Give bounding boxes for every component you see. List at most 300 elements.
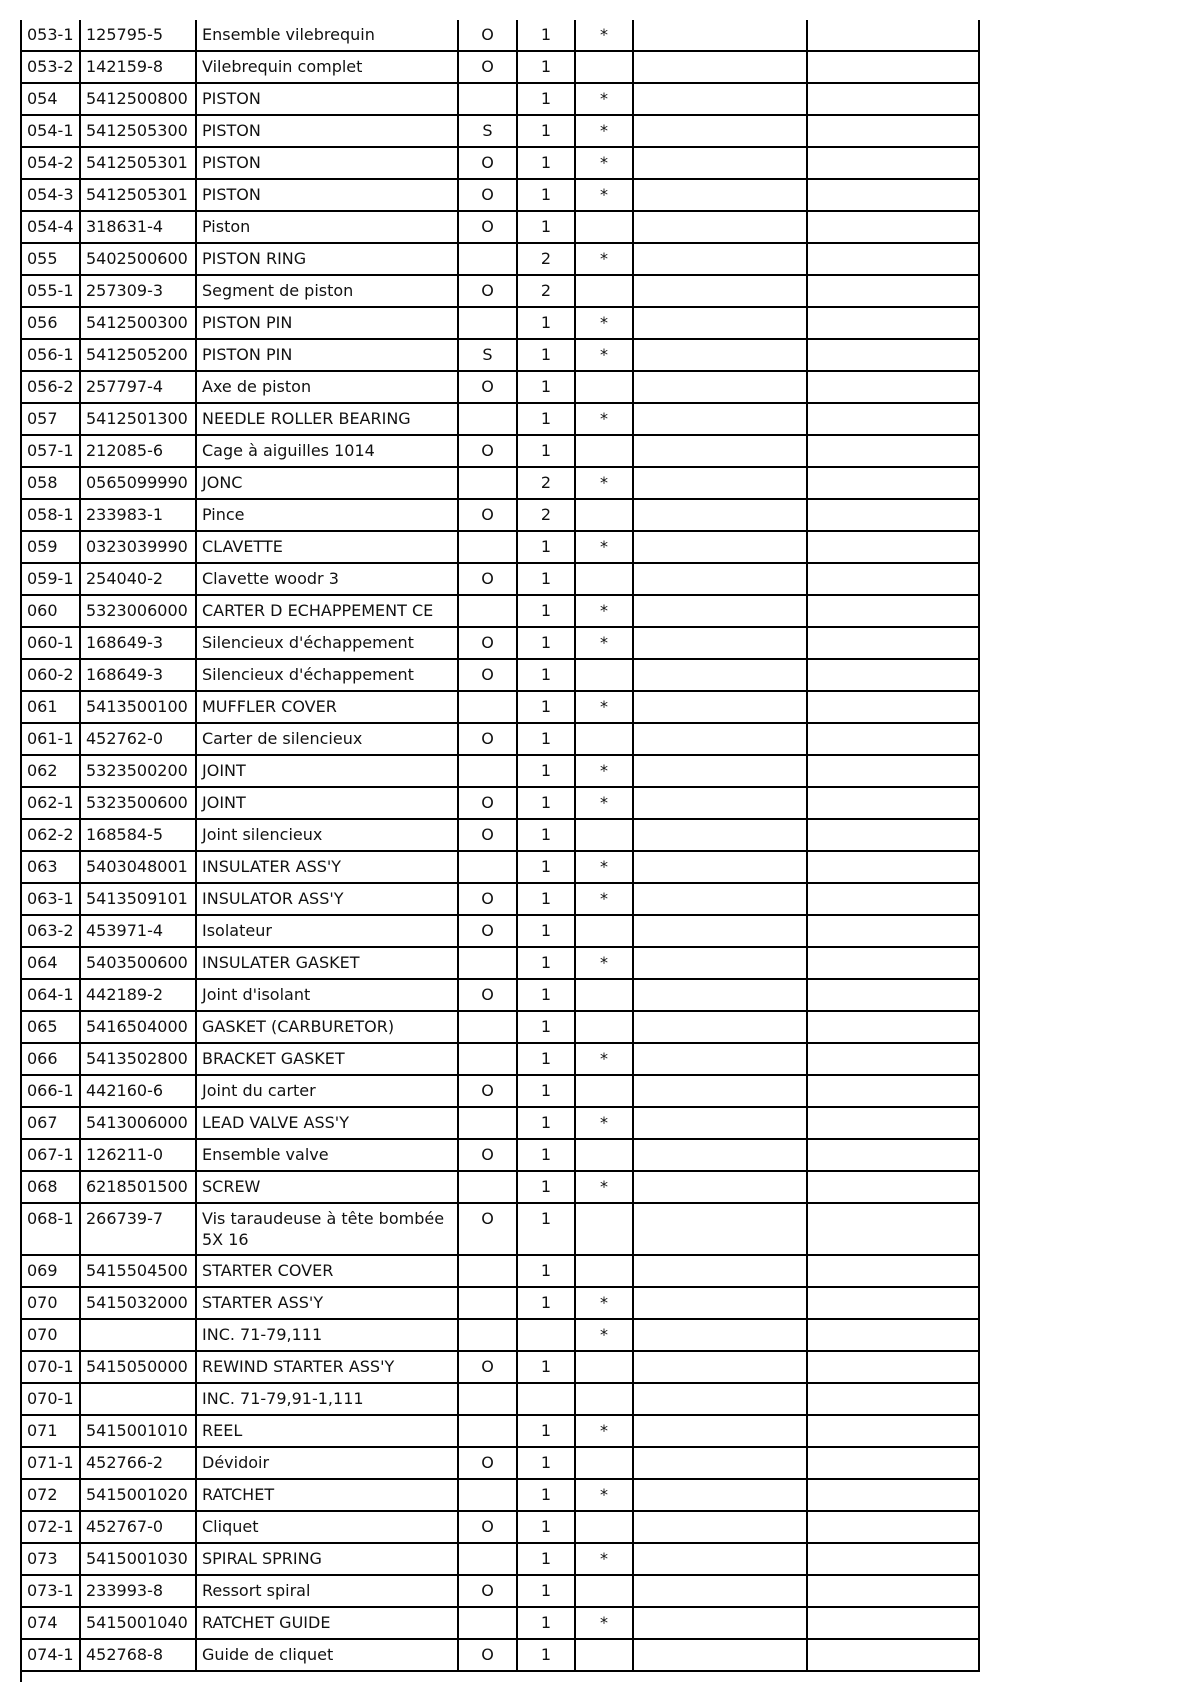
ref-number-cell: 055-1 — [21, 275, 80, 307]
notes-cell — [633, 51, 807, 83]
notes-cell — [633, 115, 807, 147]
remarks-cell — [807, 435, 979, 467]
table-row — [21, 435, 979, 467]
quantity-cell: 1 — [517, 883, 575, 915]
part-number-cell: 5415032000 — [80, 1287, 196, 1319]
table-row — [21, 307, 979, 339]
quantity-cell: 1 — [517, 563, 575, 595]
remarks-cell — [807, 595, 979, 627]
ref-number-cell: 074-1 — [21, 1639, 80, 1671]
notes-cell — [633, 1287, 807, 1319]
remarks-cell — [807, 1447, 979, 1479]
table-row — [21, 1203, 979, 1255]
notes-cell — [633, 1203, 807, 1255]
notes-cell — [633, 1575, 807, 1607]
description-cell: JOINT — [196, 755, 458, 787]
remarks-cell — [807, 83, 979, 115]
remarks-cell — [807, 1511, 979, 1543]
part-number-cell: 168649-3 — [80, 659, 196, 691]
type-code-cell — [458, 1415, 517, 1447]
ref-number-cell: 073 — [21, 1543, 80, 1575]
type-code-cell — [458, 83, 517, 115]
description-cell: PISTON — [196, 83, 458, 115]
remarks-cell — [807, 115, 979, 147]
quantity-cell: 1 — [517, 179, 575, 211]
ref-number-cell: 059-1 — [21, 563, 80, 595]
change-mark-cell — [575, 1447, 633, 1479]
table-row — [21, 83, 979, 115]
notes-cell — [633, 1171, 807, 1203]
description-cell: CLAVETTE — [196, 531, 458, 563]
ref-number-cell: 067 — [21, 1107, 80, 1139]
part-number-cell: 452768-8 — [80, 1639, 196, 1671]
ref-number-cell: 064 — [21, 947, 80, 979]
ref-number-cell: 058-1 — [21, 499, 80, 531]
type-code-cell: O — [458, 1075, 517, 1107]
remarks-cell — [807, 1287, 979, 1319]
part-number-cell — [80, 1383, 196, 1415]
change-mark-cell: * — [575, 403, 633, 435]
ref-number-cell: 072-1 — [21, 1511, 80, 1543]
part-number-cell: 318631-4 — [80, 211, 196, 243]
part-number-cell: 233983-1 — [80, 499, 196, 531]
part-number-cell: 266739-7 — [80, 1203, 196, 1255]
change-mark-cell — [575, 1139, 633, 1171]
ref-number-cell: 062 — [21, 755, 80, 787]
type-code-cell: O — [458, 371, 517, 403]
ref-number-cell: 057-1 — [21, 435, 80, 467]
quantity-cell: 1 — [517, 659, 575, 691]
part-number-cell: 5412505200 — [80, 339, 196, 371]
quantity-cell: 1 — [517, 1255, 575, 1287]
remarks-cell — [807, 627, 979, 659]
table-row — [21, 1447, 979, 1479]
part-number-cell: 126211-0 — [80, 1139, 196, 1171]
notes-cell — [633, 243, 807, 275]
notes-cell — [633, 1011, 807, 1043]
table-row — [21, 1383, 979, 1415]
type-code-cell: O — [458, 723, 517, 755]
quantity-cell: 1 — [517, 979, 575, 1011]
quantity-cell: 1 — [517, 1447, 575, 1479]
type-code-cell: O — [458, 179, 517, 211]
quantity-cell: 1 — [517, 755, 575, 787]
change-mark-cell — [575, 499, 633, 531]
change-mark-cell — [575, 1203, 633, 1255]
quantity-cell: 1 — [517, 371, 575, 403]
quantity-cell: 1 — [517, 339, 575, 371]
change-mark-cell: * — [575, 1171, 633, 1203]
description-cell: Silencieux d'échappement — [196, 627, 458, 659]
ref-number-cell: 066-1 — [21, 1075, 80, 1107]
change-mark-cell — [575, 435, 633, 467]
notes-cell — [633, 1383, 807, 1415]
remarks-cell — [807, 947, 979, 979]
quantity-cell: 1 — [517, 1543, 575, 1575]
quantity-cell: 1 — [517, 1415, 575, 1447]
change-mark-cell: * — [575, 691, 633, 723]
quantity-cell: 1 — [517, 435, 575, 467]
description-cell: JOINT — [196, 787, 458, 819]
type-code-cell — [458, 851, 517, 883]
type-code-cell: O — [458, 147, 517, 179]
type-code-cell — [458, 1255, 517, 1287]
description-cell: PISTON — [196, 179, 458, 211]
table-row — [21, 403, 979, 435]
part-number-cell: 0323039990 — [80, 531, 196, 563]
remarks-cell — [807, 1543, 979, 1575]
quantity-cell: 1 — [517, 1203, 575, 1255]
change-mark-cell — [575, 1639, 633, 1671]
ref-number-cell: 055 — [21, 243, 80, 275]
type-code-cell: O — [458, 1447, 517, 1479]
notes-cell — [633, 1139, 807, 1171]
change-mark-cell — [575, 371, 633, 403]
notes-cell — [633, 403, 807, 435]
ref-number-cell: 066 — [21, 1043, 80, 1075]
description-cell: BRACKET GASKET — [196, 1043, 458, 1075]
part-number-cell: 168584-5 — [80, 819, 196, 851]
type-code-cell — [458, 307, 517, 339]
notes-cell — [633, 211, 807, 243]
remarks-cell — [807, 787, 979, 819]
table-row — [21, 915, 979, 947]
ref-number-cell: 068 — [21, 1171, 80, 1203]
remarks-cell — [807, 1011, 979, 1043]
notes-cell — [633, 1447, 807, 1479]
part-number-cell: 5415050000 — [80, 1351, 196, 1383]
part-number-cell: 5413500100 — [80, 691, 196, 723]
table-row — [21, 20, 979, 51]
remarks-cell — [807, 147, 979, 179]
notes-cell — [633, 947, 807, 979]
description-cell: Joint silencieux — [196, 819, 458, 851]
change-mark-cell: * — [575, 1107, 633, 1139]
notes-cell — [633, 147, 807, 179]
change-mark-cell: * — [575, 243, 633, 275]
ref-number-cell: 064-1 — [21, 979, 80, 1011]
notes-cell — [633, 20, 807, 51]
part-number-cell: 5415504500 — [80, 1255, 196, 1287]
description-cell: RATCHET — [196, 1479, 458, 1511]
ref-number-cell: 061 — [21, 691, 80, 723]
remarks-cell — [807, 307, 979, 339]
change-mark-cell: * — [575, 115, 633, 147]
ref-number-cell: 074 — [21, 1607, 80, 1639]
table-row — [21, 499, 979, 531]
remarks-cell — [807, 659, 979, 691]
description-cell: REWIND STARTER ASS'Y — [196, 1351, 458, 1383]
type-code-cell: O — [458, 883, 517, 915]
remarks-cell — [807, 211, 979, 243]
parts-list-sheet — [20, 20, 980, 1682]
description-cell: PISTON — [196, 147, 458, 179]
ref-number-cell: 058 — [21, 467, 80, 499]
type-code-cell — [458, 403, 517, 435]
type-code-cell — [458, 531, 517, 563]
description-cell: Axe de piston — [196, 371, 458, 403]
table-row — [21, 1043, 979, 1075]
quantity-cell: 1 — [517, 1639, 575, 1671]
ref-number-cell: 062-2 — [21, 819, 80, 851]
notes-cell — [633, 1351, 807, 1383]
table-row — [21, 819, 979, 851]
ref-number-cell: 073-1 — [21, 1575, 80, 1607]
ref-number-cell: 070 — [21, 1319, 80, 1351]
table-row — [21, 1075, 979, 1107]
notes-cell — [633, 467, 807, 499]
quantity-cell: 1 — [517, 627, 575, 659]
table-row — [21, 1139, 979, 1171]
remarks-cell — [807, 1607, 979, 1639]
table-row — [21, 211, 979, 243]
quantity-cell: 1 — [517, 595, 575, 627]
part-number-cell: 5323500200 — [80, 755, 196, 787]
description-cell: Silencieux d'échappement — [196, 659, 458, 691]
type-code-cell: S — [458, 339, 517, 371]
part-number-cell: 5412500800 — [80, 83, 196, 115]
description-cell: Dévidoir — [196, 1447, 458, 1479]
change-mark-cell — [575, 1255, 633, 1287]
part-number-cell: 5415001010 — [80, 1415, 196, 1447]
part-number-cell: 5415001040 — [80, 1607, 196, 1639]
ref-number-cell: 070-1 — [21, 1383, 80, 1415]
remarks-cell — [807, 979, 979, 1011]
quantity-cell: 2 — [517, 499, 575, 531]
notes-cell — [633, 1415, 807, 1447]
remarks-cell — [807, 1043, 979, 1075]
remarks-cell — [807, 851, 979, 883]
remarks-cell — [807, 1107, 979, 1139]
description-cell: LEAD VALVE ASS'Y — [196, 1107, 458, 1139]
type-code-cell — [458, 595, 517, 627]
part-number-cell: 254040-2 — [80, 563, 196, 595]
description-cell: PISTON RING — [196, 243, 458, 275]
quantity-cell: 1 — [517, 83, 575, 115]
change-mark-cell — [575, 979, 633, 1011]
quantity-cell: 1 — [517, 115, 575, 147]
description-cell: Piston — [196, 211, 458, 243]
description-cell: INSULATER GASKET — [196, 947, 458, 979]
type-code-cell: O — [458, 1575, 517, 1607]
table-row — [21, 275, 979, 307]
description-cell: INSULATER ASS'Y — [196, 851, 458, 883]
quantity-cell: 2 — [517, 243, 575, 275]
notes-cell — [633, 1075, 807, 1107]
type-code-cell — [458, 1011, 517, 1043]
description-cell: INC. 71-79,111 — [196, 1319, 458, 1351]
quantity-cell: 1 — [517, 1479, 575, 1511]
part-number-cell: 5402500600 — [80, 243, 196, 275]
table-row — [21, 147, 979, 179]
part-number-cell: 5403048001 — [80, 851, 196, 883]
table-row — [21, 979, 979, 1011]
quantity-cell — [517, 1383, 575, 1415]
quantity-cell: 1 — [517, 691, 575, 723]
notes-cell — [633, 1543, 807, 1575]
remarks-cell — [807, 243, 979, 275]
part-number-cell — [80, 1319, 196, 1351]
type-code-cell — [458, 243, 517, 275]
table-row — [21, 755, 979, 787]
change-mark-cell — [575, 1351, 633, 1383]
change-mark-cell: * — [575, 467, 633, 499]
part-number-cell: 5412505301 — [80, 147, 196, 179]
description-cell: GASKET (CARBURETOR) — [196, 1011, 458, 1043]
ref-number-cell: 065 — [21, 1011, 80, 1043]
notes-cell — [633, 83, 807, 115]
table-row — [21, 51, 979, 83]
notes-cell — [633, 627, 807, 659]
table-row — [21, 1287, 979, 1319]
description-cell: Ressort spiral — [196, 1575, 458, 1607]
part-number-cell: 212085-6 — [80, 435, 196, 467]
quantity-cell: 1 — [517, 1171, 575, 1203]
type-code-cell: O — [458, 20, 517, 51]
remarks-cell — [807, 499, 979, 531]
remarks-cell — [807, 563, 979, 595]
part-number-cell: 5413006000 — [80, 1107, 196, 1139]
table-row — [21, 1107, 979, 1139]
ref-number-cell: 056-1 — [21, 339, 80, 371]
part-number-cell: 257309-3 — [80, 275, 196, 307]
type-code-cell: O — [458, 659, 517, 691]
table-row — [21, 531, 979, 563]
quantity-cell: 1 — [517, 1075, 575, 1107]
remarks-cell — [807, 20, 979, 51]
ref-number-cell: 067-1 — [21, 1139, 80, 1171]
description-cell: Joint du carter — [196, 1075, 458, 1107]
type-code-cell — [458, 1043, 517, 1075]
part-number-cell: 5323006000 — [80, 595, 196, 627]
change-mark-cell — [575, 211, 633, 243]
notes-cell — [633, 531, 807, 563]
quantity-cell: 1 — [517, 723, 575, 755]
ref-number-cell: 069 — [21, 1255, 80, 1287]
table-row — [21, 1607, 979, 1639]
type-code-cell: O — [458, 819, 517, 851]
description-cell: SPIRAL SPRING — [196, 1543, 458, 1575]
table-row — [21, 691, 979, 723]
change-mark-cell: * — [575, 947, 633, 979]
description-cell: STARTER COVER — [196, 1255, 458, 1287]
remarks-cell — [807, 723, 979, 755]
type-code-cell: O — [458, 499, 517, 531]
notes-cell — [633, 435, 807, 467]
change-mark-cell: * — [575, 1287, 633, 1319]
quantity-cell: 1 — [517, 947, 575, 979]
ref-number-cell: 071 — [21, 1415, 80, 1447]
remarks-cell — [807, 1479, 979, 1511]
description-cell: Segment de piston — [196, 275, 458, 307]
remarks-cell — [807, 1319, 979, 1351]
notes-cell — [633, 275, 807, 307]
change-mark-cell: * — [575, 627, 633, 659]
ref-number-cell: 054-2 — [21, 147, 80, 179]
type-code-cell: O — [458, 563, 517, 595]
remarks-cell — [807, 1415, 979, 1447]
part-number-cell: 5413502800 — [80, 1043, 196, 1075]
description-cell: Vilebrequin complet — [196, 51, 458, 83]
quantity-cell: 1 — [517, 1351, 575, 1383]
remarks-cell — [807, 915, 979, 947]
ref-number-cell: 056-2 — [21, 371, 80, 403]
table-row — [21, 243, 979, 275]
part-number-cell: 5415001020 — [80, 1479, 196, 1511]
remarks-cell — [807, 1383, 979, 1415]
remarks-cell — [807, 755, 979, 787]
type-code-cell — [458, 1479, 517, 1511]
quantity-cell: 2 — [517, 275, 575, 307]
description-cell: MUFFLER COVER — [196, 691, 458, 723]
table-row — [21, 115, 979, 147]
remarks-cell — [807, 179, 979, 211]
table-row — [21, 1639, 979, 1671]
change-mark-cell: * — [575, 83, 633, 115]
type-code-cell: O — [458, 1139, 517, 1171]
quantity-cell: 1 — [517, 851, 575, 883]
parts-table-body — [21, 20, 979, 1671]
ref-number-cell: 070 — [21, 1287, 80, 1319]
part-number-cell: 5323500600 — [80, 787, 196, 819]
part-number-cell: 452767-0 — [80, 1511, 196, 1543]
quantity-cell: 1 — [517, 147, 575, 179]
type-code-cell — [458, 1107, 517, 1139]
part-number-cell: 257797-4 — [80, 371, 196, 403]
remarks-cell — [807, 1171, 979, 1203]
notes-cell — [633, 1255, 807, 1287]
part-number-cell: 5413509101 — [80, 883, 196, 915]
change-mark-cell — [575, 1575, 633, 1607]
change-mark-cell — [575, 1383, 633, 1415]
table-row — [21, 947, 979, 979]
description-cell: Carter de silencieux — [196, 723, 458, 755]
table-row — [21, 787, 979, 819]
type-code-cell: O — [458, 1203, 517, 1255]
description-cell: PISTON PIN — [196, 339, 458, 371]
part-number-cell: 442160-6 — [80, 1075, 196, 1107]
quantity-cell: 1 — [517, 1511, 575, 1543]
change-mark-cell — [575, 563, 633, 595]
notes-cell — [633, 883, 807, 915]
ref-number-cell: 063-2 — [21, 915, 80, 947]
change-mark-cell — [575, 1511, 633, 1543]
part-number-cell: 5415001030 — [80, 1543, 196, 1575]
table-row — [21, 1351, 979, 1383]
change-mark-cell: * — [575, 20, 633, 51]
notes-cell — [633, 659, 807, 691]
quantity-cell: 1 — [517, 307, 575, 339]
description-cell: SCREW — [196, 1171, 458, 1203]
change-mark-cell: * — [575, 1543, 633, 1575]
part-number-cell: 5416504000 — [80, 1011, 196, 1043]
part-number-cell: 452762-0 — [80, 723, 196, 755]
table-row — [21, 1011, 979, 1043]
change-mark-cell: * — [575, 147, 633, 179]
ref-number-cell: 060 — [21, 595, 80, 627]
notes-cell — [633, 307, 807, 339]
notes-cell — [633, 1319, 807, 1351]
type-code-cell: O — [458, 979, 517, 1011]
notes-cell — [633, 1107, 807, 1139]
notes-cell — [633, 1639, 807, 1671]
description-cell: Ensemble valve — [196, 1139, 458, 1171]
table-row — [21, 659, 979, 691]
table-row — [21, 1575, 979, 1607]
type-code-cell: S — [458, 115, 517, 147]
description-cell: REEL — [196, 1415, 458, 1447]
part-number-cell: 452766-2 — [80, 1447, 196, 1479]
